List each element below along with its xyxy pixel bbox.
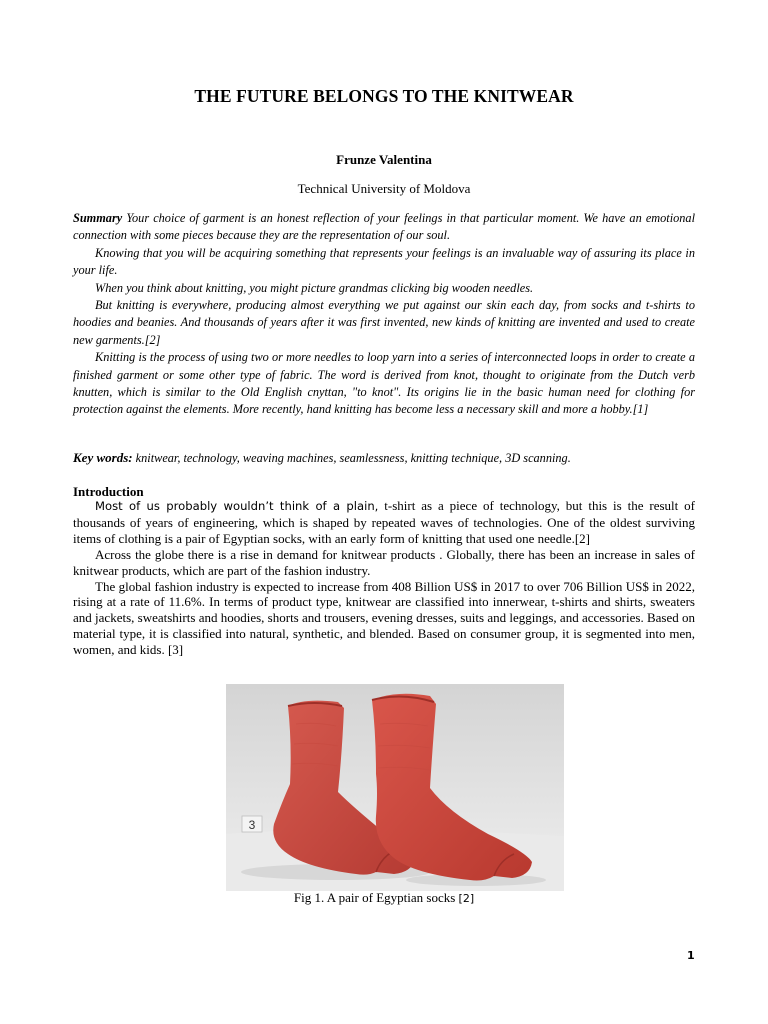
keywords-text: knitwear, technology, weaving machines, seamlessness, knitting technique, 3D scanning. [135,451,571,465]
introduction-heading: Introduction [73,484,144,499]
summary-paragraph: Knowing that you will be acquiring something that represents your feelings is an invaluable way of assuring its place in your life. [73,245,695,278]
author-affiliation: Technical University of Moldova [297,181,471,196]
figure-caption [73,890,695,906]
intro-paragraph [73,498,695,547]
summary-paragraph [73,210,695,245]
intro-text-run: t-shirt as a piece of technology, but this is the result of thousands of years of engineering, which is shaped by repeated waves of technologies. One of the oldest surviving items of clothing is a pair of Egyptian socks, with an early form of knitting that used one needle.[2] [73,498,696,546]
egyptian-socks-photo [226,684,564,891]
summary-section [73,210,695,419]
intro-sans-run: Most of us probably wouldn’t think of a plain, [95,499,379,513]
socks-illustration [226,684,564,891]
summary-label: Summary [73,211,123,225]
paper-title: THE FUTURE BELONGS TO THE KNITWEAR [194,86,574,106]
summary-paragraph: When you think about knitting, you might picture grandmas clicking big wooden needles. [95,280,534,295]
summary-text: Your choice of garment is an honest reflection of your feelings in that particular moment. We have an emotional connection with some pieces because they are the representation of our soul. [73,211,695,243]
figure-caption-ref: [2] [458,892,475,905]
figure-caption-text: Fig 1. A pair of Egyptian socks [293,890,456,905]
introduction-body [73,498,695,658]
keywords-label: Key words: [73,450,133,465]
specimen-tag-label: 3 [248,818,256,832]
author-name: Frunze Valentina [336,152,432,167]
keywords-line [73,449,695,467]
intro-paragraph: Across the globe there is a rise in demand for knitwear products . Globally, there has been an increase in sales of knitwear products, which are part of the fashion industry. [73,546,695,578]
intro-paragraph: The global fashion industry is expected to increase from 408 Billion US$ in 2017 to over 706 Billion US$ in 2022, rising at a rate of 11.6%. In terms of product type, knitwear are classified into innerwear, t-shirts and shirts, sweaters and jackets, sweatshirts and hoodies, shorts and trousers, evening dresses, suits and leggings, and accessories. Based on material type, it is classified into natural, synthetic, and blended. Based on consumer group, it is segmented into men, women, and kids. [3] [73,578,695,658]
summary-paragraph: Knitting is the process of using two or more needles to loop yarn into a series of interconnected loops in order to create a finished garment or some other type of fabric. The word is derived from knot, thought to originate from the Dutch verb knutten, which is similar to the Old English cnyttan, "to knot". Its origins lie in the basic human need for clothing for protection against the elements. More recently, hand knitting has become less a necessary skill and more a hobby.[1] [73,350,695,417]
page-number: 1 [687,949,695,962]
summary-paragraph: But knitting is everywhere, producing almost everything we put against our skin each day, from socks and t-shirts to hoodies and beanies. And thousands of years after it was first invented, new kinds of knitting are invented and used to create new garments.[2] [73,298,695,347]
